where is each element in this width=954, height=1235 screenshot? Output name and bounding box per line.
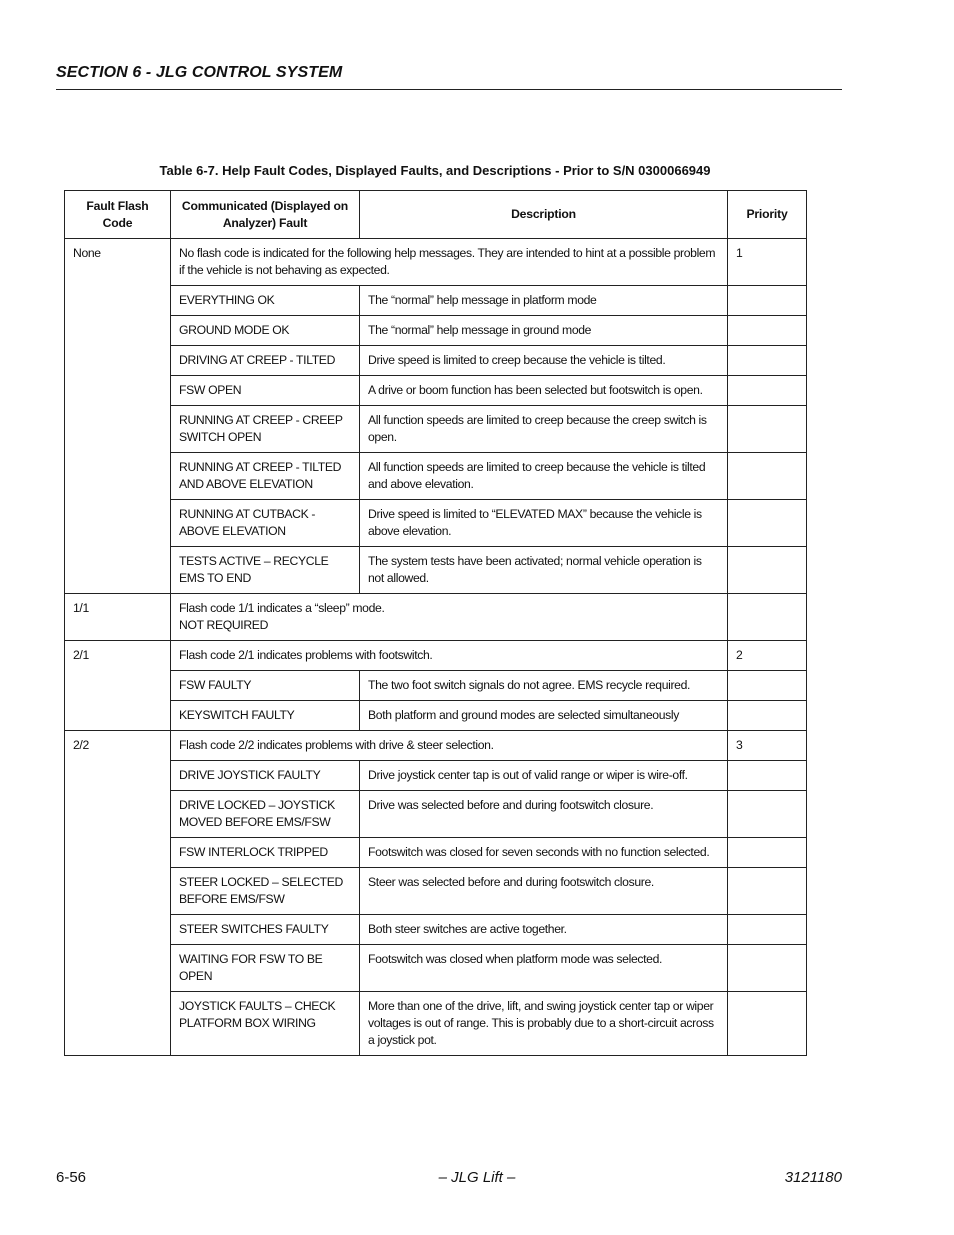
table-row [65, 376, 807, 406]
displayed-fault-cell: STEER LOCKED – SELECTED BEFORE EMS/FSW [171, 868, 360, 915]
priority-cell [728, 868, 807, 915]
description-cell: Drive was selected before and during footswitch closure. [360, 791, 728, 838]
table-row [65, 992, 807, 1056]
footer-title: – JLG Lift – [438, 1169, 516, 1186]
description-cell: Steer was selected before and during footswitch closure. [360, 868, 728, 915]
column-header-fault: Communicated (Displayed on Analyzer) Fault [171, 191, 360, 239]
section-header: SECTION 6 - JLG CONTROL SYSTEM [56, 64, 343, 81]
table-row [65, 701, 807, 731]
displayed-fault-cell: KEYSWITCH FAULTY [171, 701, 360, 731]
table-row [65, 239, 807, 286]
priority-cell [728, 945, 807, 992]
priority-cell: 3 [728, 731, 807, 761]
table-row [65, 346, 807, 376]
description-cell: All function speeds are limited to creep because the creep switch is open. [360, 406, 728, 453]
table-row [65, 500, 807, 547]
displayed-fault-cell: DRIVING AT CREEP - TILTED [171, 346, 360, 376]
displayed-fault-cell: GROUND MODE OK [171, 316, 360, 346]
flash-code-summary-note: NOT REQUIRED [179, 618, 269, 632]
description-cell: A drive or boom function has been selected but footswitch is open. [360, 376, 728, 406]
priority-cell [728, 547, 807, 594]
displayed-fault-cell: JOYSTICK FAULTS – CHECK PLATFORM BOX WIRING [171, 992, 360, 1056]
table-row [65, 915, 807, 945]
table-row [65, 453, 807, 500]
displayed-fault-cell: WAITING FOR FSW TO BE OPEN [171, 945, 360, 992]
description-cell: Drive joystick center tap is out of valid range or wiper is wire-off. [360, 761, 728, 791]
description-cell: All function speeds are limited to creep because the vehicle is tilted and above elevation. [360, 453, 728, 500]
description-cell: Footswitch was closed when platform mode was selected. [360, 945, 728, 992]
table-row [65, 761, 807, 791]
table-row [65, 286, 807, 316]
priority-cell [728, 791, 807, 838]
table-row [65, 316, 807, 346]
table-row [65, 868, 807, 915]
table-header-row [65, 191, 807, 239]
priority-cell [728, 500, 807, 547]
displayed-fault-cell: FSW OPEN [171, 376, 360, 406]
fault-flash-code-cell: 2/2 [65, 731, 171, 1056]
column-header-priority: Priority [728, 191, 807, 239]
fault-flash-code-cell: 2/1 [65, 641, 171, 731]
displayed-fault-cell: RUNNING AT CREEP - CREEP SWITCH OPEN [171, 406, 360, 453]
displayed-fault-cell: RUNNING AT CUTBACK - ABOVE ELEVATION [171, 500, 360, 547]
fault-codes-table [64, 190, 807, 1056]
displayed-fault-cell: STEER SWITCHES FAULTY [171, 915, 360, 945]
priority-cell [728, 594, 807, 641]
flash-code-summary-cell [171, 594, 728, 641]
priority-cell: 2 [728, 641, 807, 671]
priority-cell [728, 286, 807, 316]
table-row [65, 547, 807, 594]
flash-code-summary-cell [171, 731, 728, 761]
displayed-fault-cell: FSW FAULTY [171, 671, 360, 701]
flash-code-summary-cell [171, 641, 728, 671]
document-number: 3121180 [784, 1169, 842, 1186]
priority-cell [728, 406, 807, 453]
table-title: Table 6-7. Help Fault Codes, Displayed Faults, and Descriptions - Prior to S/N 0300066949 [159, 163, 711, 178]
flash-code-summary-cell [171, 239, 728, 286]
priority-cell [728, 992, 807, 1056]
priority-cell [728, 346, 807, 376]
description-cell: Drive speed is limited to creep because the vehicle is tilted. [360, 346, 728, 376]
header-divider [56, 89, 842, 90]
column-header-code: Fault Flash Code [65, 191, 171, 239]
displayed-fault-cell: FSW INTERLOCK TRIPPED [171, 838, 360, 868]
displayed-fault-cell: RUNNING AT CREEP - TILTED AND ABOVE ELEVATION [171, 453, 360, 500]
fault-flash-code-cell: 1/1 [65, 594, 171, 641]
priority-cell [728, 915, 807, 945]
priority-cell [728, 701, 807, 731]
description-cell: Drive speed is limited to “ELEVATED MAX” because the vehicle is above elevation. [360, 500, 728, 547]
flash-code-summary-text: No flash code is indicated for the following help messages. They are intended to hint at a possible problem if the vehicle is not behaving as expected. [179, 246, 716, 277]
description-cell: More than one of the drive, lift, and swing joystick center tap or wiper voltages is out of range. This is probably due to a short-circuit across a joystick pot. [360, 992, 728, 1056]
description-cell: The system tests have been activated; normal vehicle operation is not allowed. [360, 547, 728, 594]
priority-cell [728, 316, 807, 346]
table-row [65, 594, 807, 641]
priority-cell [728, 671, 807, 701]
table-row [65, 406, 807, 453]
description-cell: The “normal” help message in ground mode [360, 316, 728, 346]
flash-code-summary-text: Flash code 2/2 indicates problems with drive & steer selection. [179, 738, 494, 752]
priority-cell [728, 838, 807, 868]
priority-cell [728, 376, 807, 406]
flash-code-summary-text: Flash code 1/1 indicates a “sleep” mode. [179, 601, 385, 615]
table-body [65, 239, 807, 1056]
priority-cell [728, 453, 807, 500]
table-row [65, 671, 807, 701]
description-cell: The two foot switch signals do not agree. EMS recycle required. [360, 671, 728, 701]
displayed-fault-cell: EVERYTHING OK [171, 286, 360, 316]
flash-code-summary-text: Flash code 2/1 indicates problems with footswitch. [179, 648, 433, 662]
description-cell: Both platform and ground modes are selected simultaneously [360, 701, 728, 731]
table-row [65, 838, 807, 868]
displayed-fault-cell: TESTS ACTIVE – RECYCLE EMS TO END [171, 547, 360, 594]
table-row [65, 945, 807, 992]
priority-cell [728, 761, 807, 791]
description-cell: The “normal” help message in platform mode [360, 286, 728, 316]
table-row [65, 791, 807, 838]
displayed-fault-cell: DRIVE JOYSTICK FAULTY [171, 761, 360, 791]
page-number: 6-56 [56, 1169, 87, 1186]
displayed-fault-cell: DRIVE LOCKED – JOYSTICK MOVED BEFORE EMS/FSW [171, 791, 360, 838]
fault-flash-code-cell: None [65, 239, 171, 594]
table-row [65, 641, 807, 671]
table-row [65, 731, 807, 761]
description-cell: Both steer switches are active together. [360, 915, 728, 945]
column-header-description: Description [360, 191, 728, 239]
priority-cell: 1 [728, 239, 807, 286]
description-cell: Footswitch was closed for seven seconds with no function selected. [360, 838, 728, 868]
